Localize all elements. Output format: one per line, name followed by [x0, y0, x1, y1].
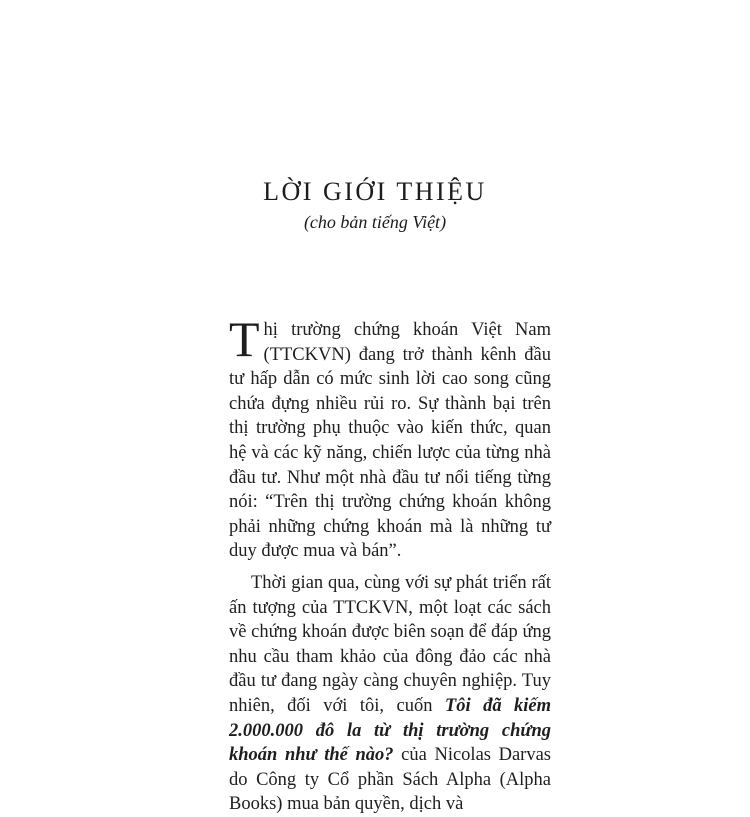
paragraph-2-text-before: Thời gian qua, cùng với sự phát triển rất ấn tượng của TTCKVN, một loạt các sách về chứng khoán được biên soạn để đáp ứng nhu cầu tham khảo của đông đảo các nhà đầu tư đang ngày càng chuyên nghiệp. Tuy nhiên, đối với tôi, cuốn: [229, 572, 551, 716]
body-text: [229, 311, 552, 817]
paragraph-1-text: hị trường chứng khoán Việt Nam (TTCKVN) đang trở thành kênh đầu tư hấp dẫn có mức sinh lời cao song cũng chứa đựng nhiều rủi ro. Sự thành bại trên thị trường phụ thuộc vào kiến thức, quan hệ và các kỹ năng, chiến lược của từng nhà đầu tư. Như một nhà đầu tư nổi tiếng từng nói: “Trên thị trường chứng khoán không phải những chứng khoán mà là những tư duy được mua và bán”.: [229, 320, 551, 562]
chapter-subheading: (cho bản tiếng Việt): [303, 212, 447, 232]
book-title: Tôi đã kiếm 2.000.000 đô la từ thị trường chứng khoán như thế nào?: [229, 695, 552, 766]
drop-cap-letter: T: [229, 311, 260, 367]
paragraph-1: [229, 311, 551, 564]
paragraph-2: [229, 571, 551, 817]
chapter-heading: LỜI GIỚI THIỆU: [263, 177, 487, 206]
paragraph-2-text-after: của Nicolas Darvas do Công ty Cổ phần Sách Alpha (Alpha Books) mua bản quyền, dịch và: [229, 745, 551, 815]
